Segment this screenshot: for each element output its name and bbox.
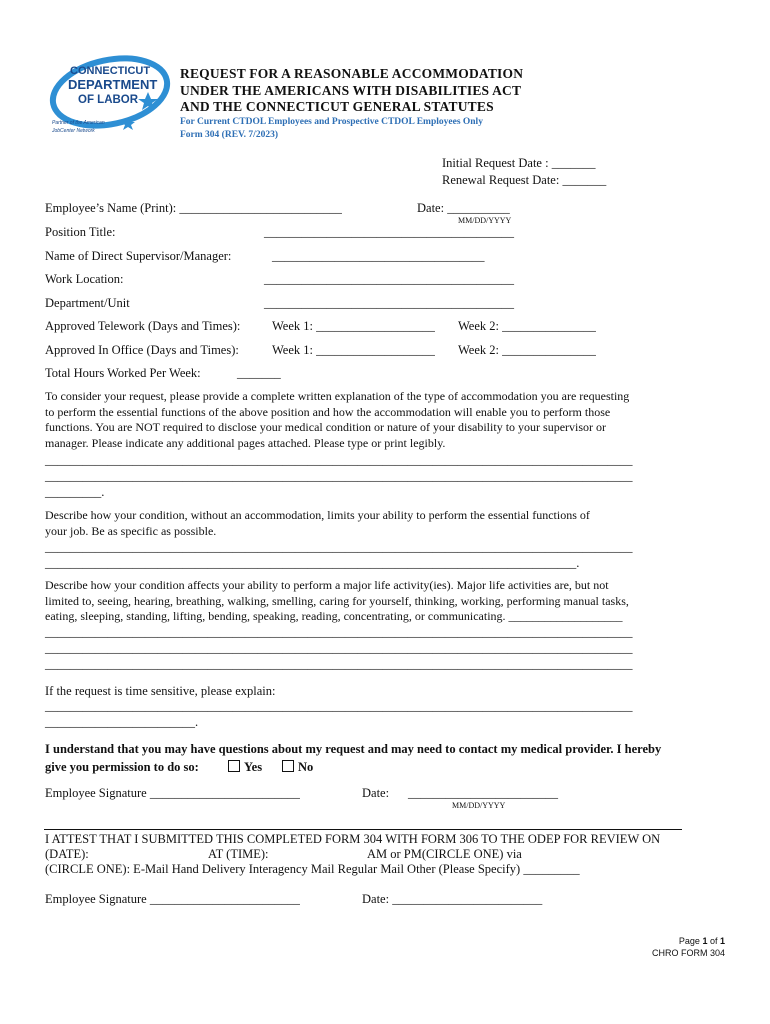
logo-line1: CONNECTICUT	[70, 65, 151, 77]
explain-paragraph	[45, 389, 675, 451]
time-sensitive-label: If the request is time sensitive, please explain:	[45, 684, 276, 698]
attest-ampm-field[interactable]: AM or PM(CIRCLE ONE) via	[367, 847, 522, 861]
position-title-field[interactable]: ________________________________________	[264, 225, 514, 239]
form-revision: Form 304 (REV. 7/2023)	[180, 130, 278, 140]
time-sensitive-answer-line[interactable]: ______________________________________________________________________________________________	[45, 699, 633, 713]
signature-date-label: Date:	[362, 786, 390, 800]
initial-request-date-field[interactable]: Initial Request Date : _______	[442, 156, 596, 170]
consent-text-2: give you permission to do so:	[45, 760, 199, 774]
logo-tag1: Partner of the American	[52, 120, 105, 126]
telework-label: Approved Telework (Days and Times):	[45, 319, 241, 333]
life-activity-line: limited to, seeing, hearing, breathing, walking, smelling, caring for yourself, thinking, working, performing manual tasks,	[45, 593, 629, 608]
form-title-line1: REQUEST FOR A REASONABLE ACCOMMODATION	[180, 66, 524, 81]
explain-answer-line[interactable]: ______________________________________________________________________________________________	[45, 453, 633, 467]
page-label: Page	[678, 936, 703, 946]
attest-time-field[interactable]: AT (TIME):	[208, 847, 269, 861]
employee-signature-field-2[interactable]: Employee Signature ________________________	[45, 892, 300, 906]
explain-line: manager. Please indicate any additional pages attached. Please type or print legibly.	[45, 435, 446, 450]
consent-yes-label: Yes	[244, 760, 263, 774]
life-activity-answer-line[interactable]: ______________________________________________________________________________________________	[45, 657, 633, 671]
life-activity-line: eating, sleeping, standing, lifting, bending, speaking, reading, concentrating, or communicating. ___________________	[45, 609, 623, 624]
signature-date-format-hint: MM/DD/YYYY	[452, 801, 506, 810]
life-activity-answer-line[interactable]: ______________________________________________________________________________________________	[45, 625, 633, 639]
attest-statement: I ATTEST THAT I SUBMITTED THIS COMPLETED FORM 304 WITH FORM 306 TO THE ODEP FOR REVIEW ON	[45, 832, 661, 846]
form-title-line2: UNDER THE AMERICANS WITH DISABILITIES ACT	[180, 83, 522, 98]
logo-line2: DEPARTMENT	[68, 77, 158, 92]
checkbox-icon	[228, 760, 240, 772]
explain-answer-line[interactable]: _________.	[45, 485, 105, 499]
supervisor-field[interactable]: __________________________________	[272, 249, 485, 263]
logo-line3: OF LABOR	[78, 94, 139, 106]
work-location-label: Work Location:	[45, 272, 124, 286]
limits-paragraph	[45, 508, 675, 539]
date-field[interactable]: Date: __________	[417, 201, 510, 215]
consent-text: I understand that you may have questions about my request and may need to contact my medical provider. I hereby	[45, 742, 662, 756]
limits-line: your job. Be as specific as possible.	[45, 523, 217, 538]
page-number	[679, 936, 725, 946]
page-of: of	[707, 936, 720, 946]
explain-line: to perform the essential functions of the above position and how the accommodation will enable you to perform those	[45, 404, 611, 419]
signature-date-field[interactable]: ________________________	[408, 786, 558, 800]
logo-tag2: JobCenter Network	[52, 128, 95, 134]
life-activity-line: Describe how your condition affects your ability to perform a major life activity(ies). Major life activities are, but not	[45, 578, 609, 592]
department-field[interactable]: ________________________________________	[264, 296, 514, 310]
page-total: 1	[719, 936, 725, 946]
attest-delivery-method[interactable]: (CIRCLE ONE): E-Mail Hand Delivery Interagency Mail Regular Mail Other (Please Specify) _________	[45, 862, 580, 876]
consent-yes-checkbox[interactable]	[228, 760, 262, 775]
time-sensitive-answer-line[interactable]: ________________________.	[45, 715, 199, 729]
department-label: Department/Unit	[45, 296, 130, 310]
ctdol-logo	[48, 52, 173, 142]
limits-line: Describe how your condition, without an accommodation, limits your ability to perform the essential functions of	[45, 508, 590, 522]
attest-divider	[44, 829, 682, 830]
checkbox-icon	[282, 760, 294, 772]
office-week1-field[interactable]: Week 1: ___________________	[272, 343, 435, 357]
telework-week1-field[interactable]: Week 1: ___________________	[272, 319, 435, 333]
explain-line: To consider your request, please provide a complete written explanation of the type of accommodation you are requesting	[45, 389, 630, 403]
telework-week2-field[interactable]: Week 2: _______________	[458, 319, 596, 333]
office-week2-field[interactable]: Week 2: _______________	[458, 343, 596, 357]
hours-field[interactable]: _______	[237, 366, 281, 380]
form-subtitle: For Current CTDOL Employees and Prospective CTDOL Employees Only	[180, 117, 483, 127]
life-activity-paragraph	[45, 578, 675, 625]
life-activity-answer-line[interactable]: ______________________________________________________________________________________________	[45, 641, 633, 655]
renewal-request-date-field[interactable]: Renewal Request Date: _______	[442, 173, 607, 187]
supervisor-label: Name of Direct Supervisor/Manager:	[45, 249, 232, 263]
attest-date-field[interactable]: (DATE):	[45, 847, 89, 861]
consent-no-checkbox[interactable]	[282, 760, 313, 775]
explain-line: functions. You are NOT required to disclose your medical condition or nature of your disability to your supervisor or	[45, 420, 607, 435]
signature-date-field-2[interactable]: Date: ________________________	[362, 892, 543, 906]
hours-label: Total Hours Worked Per Week:	[45, 366, 201, 380]
limits-answer-line[interactable]: _____________________________________________________________________________________.	[45, 556, 580, 570]
office-label: Approved In Office (Days and Times):	[45, 343, 239, 357]
date-format-hint: MM/DD/YYYY	[458, 216, 512, 225]
limits-answer-line[interactable]: ______________________________________________________________________________________________	[45, 540, 633, 554]
form-title-line3: AND THE CONNECTICUT GENERAL STATUTES	[180, 99, 494, 114]
page-current: 1	[702, 936, 708, 946]
consent-no-label: No	[298, 760, 314, 774]
position-title-label: Position Title:	[45, 225, 116, 239]
employee-name-field[interactable]: Employee’s Name (Print): __________________________	[45, 201, 342, 215]
explain-answer-line[interactable]: ______________________________________________________________________________________________	[45, 469, 633, 483]
form-code: CHRO FORM 304	[651, 948, 725, 958]
work-location-field[interactable]: ________________________________________	[264, 272, 514, 286]
employee-signature-field[interactable]: Employee Signature ________________________	[45, 786, 300, 800]
